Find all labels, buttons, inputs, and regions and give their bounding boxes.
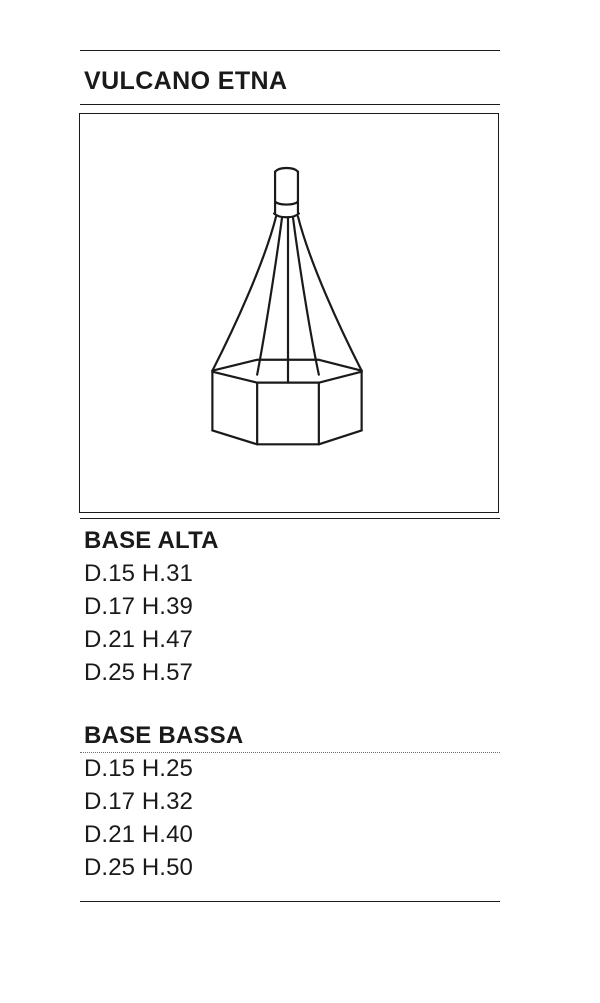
- spec-group-gap: [84, 689, 504, 719]
- product-figure: [79, 113, 499, 513]
- spec-line: D.21 H.47: [84, 626, 193, 653]
- spec-line: D.15 H.31: [84, 560, 193, 587]
- spec-line: D.17 H.32: [84, 788, 193, 815]
- specifications-list: [84, 524, 504, 884]
- spec-line: D.17 H.39: [84, 593, 193, 620]
- spec-line: D.21 H.40: [84, 821, 193, 848]
- figure-divider: [80, 518, 500, 519]
- spec-group-heading: BASE ALTA: [84, 527, 219, 554]
- pendant-lamp-line-drawing-icon: [80, 114, 498, 512]
- spec-group-heading: BASE BASSA: [84, 722, 244, 749]
- spec-group-base-alta: [84, 524, 504, 689]
- top-divider: [80, 50, 500, 51]
- spec-line: D.25 H.57: [84, 659, 193, 686]
- page-title: VULCANO ETNA: [84, 67, 288, 95]
- spec-line: D.25 H.50: [84, 854, 193, 881]
- bottom-divider: [80, 901, 500, 902]
- dotted-divider: [80, 752, 500, 753]
- spec-line: D.15 H.25: [84, 755, 193, 782]
- title-divider: [80, 104, 500, 105]
- spec-group-base-bassa: [84, 719, 504, 884]
